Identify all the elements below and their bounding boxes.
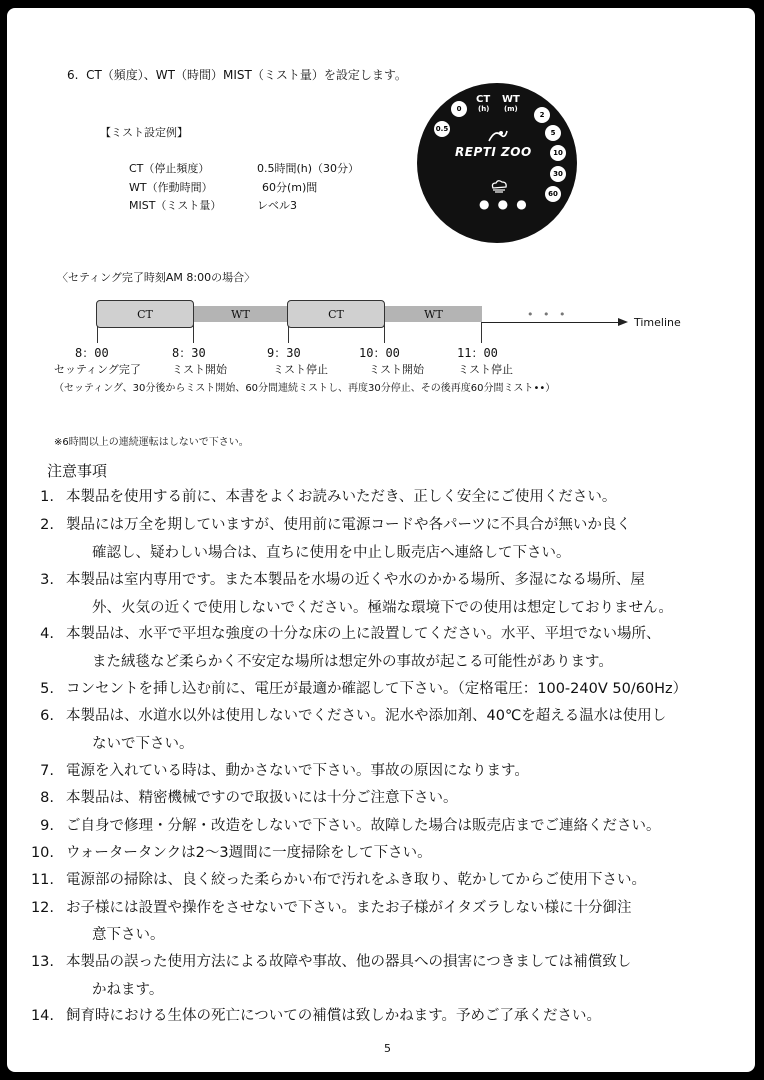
precaution-number: 5. (40, 681, 54, 697)
precaution-item (20, 622, 661, 643)
precaution-text: ご自身で修理・分解・改造をしないで下さい。故障した場合は販売店までご連絡ください。 (66, 818, 661, 834)
dial-tick: 0.5 (434, 121, 450, 137)
precaution-item-continuation (92, 732, 194, 753)
precautions-heading: 注意事項 (47, 462, 108, 480)
example-heading: 【ミスト設定例】 (100, 126, 188, 139)
precaution-item (20, 841, 432, 862)
precaution-number: 1. (40, 489, 54, 505)
precaution-item (20, 759, 529, 780)
timeline-event: ミスト開始 (369, 363, 424, 376)
setting-label-mist: MIST（ミスト量） (129, 199, 222, 212)
timeline-time: 10：00 (359, 346, 400, 360)
precaution-number: 10. (30, 845, 54, 861)
dial-wt-label: WT (502, 94, 520, 105)
precaution-item (20, 786, 458, 807)
precaution-number: 2. (40, 517, 54, 533)
precaution-text: 外、火気の近くで使用しないでください。極端な環境下での使用は想定しておりません。 (92, 600, 673, 616)
timeline-arrow-icon (618, 318, 628, 326)
precaution-text: 電源を入れている時は、動かさないで下さい。事故の原因になります。 (66, 763, 529, 779)
precaution-item-continuation (92, 650, 613, 671)
gecko-logo-icon (487, 127, 509, 145)
setting-value-ct: 0.5時間(h)（30分） (257, 162, 360, 175)
precaution-item (20, 513, 631, 534)
dial-ct-unit: (h) (478, 105, 490, 113)
manual-page (7, 8, 755, 1072)
timeline-wt-segment: WT (194, 306, 287, 322)
precaution-text: お子様には設置や操作をさせないで下さい。またお子様がイタズラしない様に十分御注 (66, 900, 632, 916)
timeline-time: 8：00 (75, 346, 109, 360)
precaution-item (20, 568, 645, 589)
dial-ct-label: CT (476, 94, 491, 105)
continuous-operation-warning: ※6時間以上の連続運転はしないで下さい。 (54, 437, 249, 448)
precaution-text: 本製品の誤った使用方法による故障や事故、他の器具への損害につきましては補償致し (66, 954, 632, 970)
timeline-ct-segment: CT (287, 300, 385, 328)
timeline-tick (193, 322, 194, 343)
setting-value-wt: 60分(m)間 (262, 181, 318, 194)
dial-tick: 2 (534, 107, 550, 123)
precaution-text: 確認し、疑わしい場合は、直ちに使用を中止し販売店へ連絡して下さい。 (92, 545, 571, 561)
precaution-number: 6. (40, 708, 54, 724)
mist-level-dots: ● ● ● (479, 197, 529, 211)
timeline-time: 8：30 (172, 346, 206, 360)
precaution-text: 本製品は、水道水以外は使用しないでください。泥水や添加剤、40℃を超える温水は使用し (66, 708, 667, 724)
precaution-item (20, 814, 661, 835)
setting-label-ct: CT（停止頻度） (129, 162, 210, 175)
precaution-item (20, 868, 646, 889)
timeline-time: 9：30 (267, 346, 301, 360)
precaution-text: また絨毯など柔らかく不安定な場所は想定外の事故が起こる可能性があります。 (92, 654, 613, 670)
precaution-text: 電源部の掃除は、良く絞った柔らかい布で汚れをふき取り、乾かしてからご使用下さい。 (66, 872, 646, 888)
dial-tick: 0 (451, 101, 467, 117)
page-number: 5 (384, 1042, 391, 1055)
precaution-text: 意下さい。 (92, 927, 165, 943)
setting-value-mist: レベル3 (257, 199, 297, 212)
timeline-tick (288, 326, 289, 343)
precaution-number: 3. (40, 572, 54, 588)
timeline-time: 11：00 (457, 346, 498, 360)
precaution-text: ウォータータンクは2〜3週間に一度掃除をして下さい。 (66, 845, 432, 861)
section-6-title (67, 66, 407, 83)
timeline-wt-segment: WT (385, 306, 482, 322)
timeline-event: ミスト停止 (458, 363, 513, 376)
control-dial (417, 83, 577, 243)
timeline-note: （セッティング、30分後からミスト開始、60分間連続ミストし、再度30分停止、その後再度60分間ミスト••） (54, 383, 556, 394)
timeline-event: ミスト開始 (172, 363, 227, 376)
timeline-ellipsis: • • • (527, 308, 569, 321)
precaution-text: 本製品を使用する前に、本書をよくお読みいただき、正しく安全にご使用ください。 (66, 489, 617, 505)
section-number: 6. (67, 68, 79, 82)
precaution-number: 13. (30, 954, 54, 970)
precaution-text: コンセントを挿し込む前に、電圧が最適か確認して下さい。（定格電圧：100-240V 50/60Hz） (66, 681, 688, 697)
precaution-number: 4. (40, 626, 54, 642)
precaution-text: 本製品は、水平で平坦な強度の十分な床の上に設置してください。水平、平坦でない場所、 (66, 626, 661, 642)
setting-label-wt: WT（作動時間） (129, 181, 213, 194)
precaution-number: 7. (40, 763, 54, 779)
precaution-item (20, 896, 632, 917)
precaution-number: 9. (40, 818, 54, 834)
precaution-item (20, 704, 666, 725)
dial-wt-unit: (m) (504, 105, 518, 113)
dial-tick: 10 (550, 145, 566, 161)
precaution-item-continuation (92, 923, 165, 944)
precaution-text: ないで下さい。 (92, 736, 194, 752)
precaution-item-continuation (92, 541, 571, 562)
precaution-item (20, 950, 631, 971)
timeline-ct-segment: CT (96, 300, 194, 328)
timeline-axis-line (482, 322, 619, 323)
precaution-text: 飼育時における生体の死亡についての補償は致しかねます。予めご了承ください。 (66, 1008, 602, 1024)
precaution-number: 14. (30, 1008, 54, 1024)
precaution-item (20, 485, 616, 506)
timeline-event: ミスト停止 (273, 363, 328, 376)
precaution-number: 11. (30, 872, 54, 888)
precaution-number: 12. (30, 900, 54, 916)
dial-brand-logo: REPTI ZOO (455, 145, 532, 159)
section-title-text: CT（頻度）、WT（時間）MIST（ミスト量）を設定します。 (86, 68, 407, 82)
timeline-axis-label: Timeline (634, 316, 681, 329)
timeline-tick (481, 322, 482, 343)
precaution-text: かねます。 (92, 982, 164, 998)
precaution-item (20, 1004, 601, 1025)
dial-tick: 60 (545, 186, 561, 202)
dial-tick: 30 (550, 166, 566, 182)
timeline-tick (384, 322, 385, 343)
precaution-text: 本製品は、精密機械ですので取扱いには十分ご注意下さい。 (66, 790, 458, 806)
precaution-item-continuation (92, 978, 163, 999)
timeline-caption: 〈セティング完了時刻AM 8:00の場合〉 (57, 271, 256, 284)
precaution-item-continuation (92, 596, 673, 617)
precaution-number: 8. (40, 790, 54, 806)
timeline-tick (97, 326, 98, 343)
timeline-event: セッティング完了 (54, 363, 141, 376)
precaution-text: 本製品は室内専用です。また本製品を水場の近くや水のかかる場所、多湿になる場所、屋 (66, 572, 645, 588)
precaution-item (20, 677, 687, 698)
dial-tick: 5 (545, 125, 561, 141)
precaution-text: 製品には万全を期していますが、使用前に電源コードや各パーツに不具合が無いか良く (66, 517, 631, 533)
mist-cloud-icon (489, 179, 509, 193)
